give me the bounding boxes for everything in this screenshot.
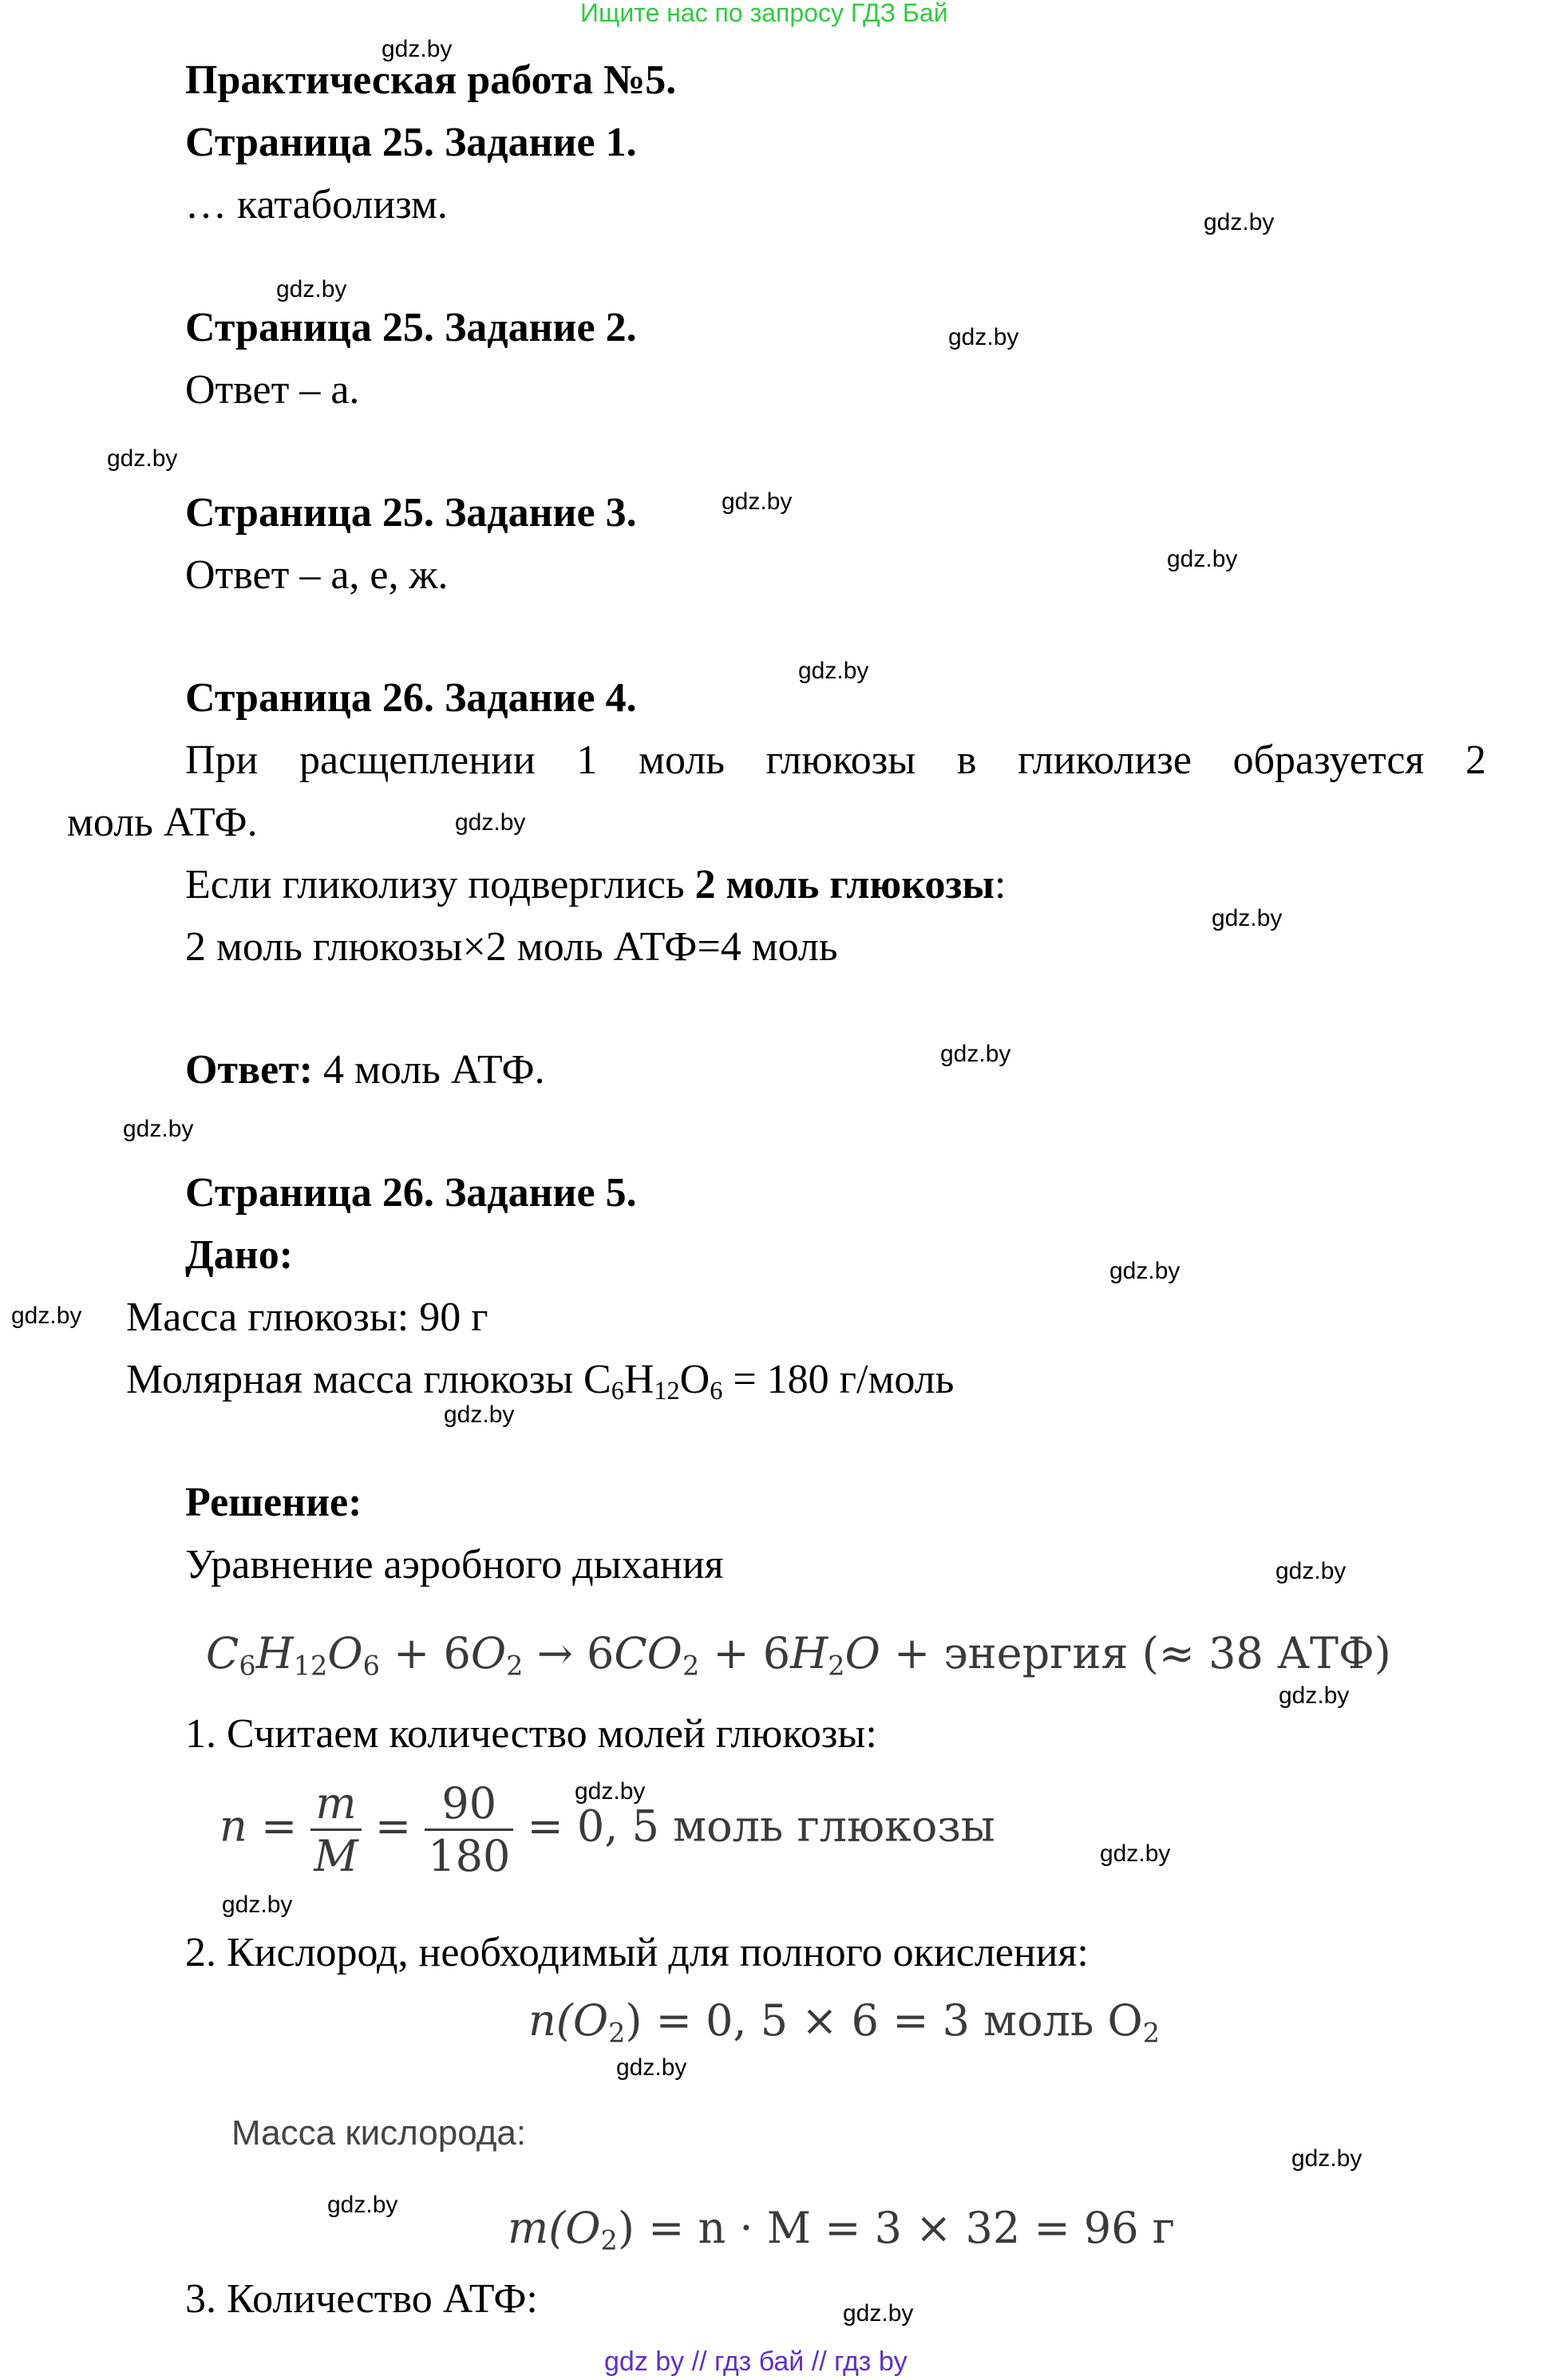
f1-result: = 0, 5 моль глюкозы [513, 1801, 995, 1852]
molar-sub2: 12 [654, 1376, 680, 1405]
eq-s6: 6 [239, 1650, 256, 1682]
watermark: gdz.by [276, 276, 347, 302]
molar-sub3: 6 [710, 1376, 723, 1405]
watermark: gdz.by [575, 1778, 646, 1805]
watermark: gdz.by [722, 488, 793, 515]
watermark: gdz.by [940, 1041, 1011, 1067]
eq-h: H [255, 1628, 294, 1678]
task2-heading: Страница 25. Задание 2. [185, 305, 637, 350]
f1-den: 180 [428, 1831, 511, 1881]
task3-answer: Ответ – а, е, ж. [185, 552, 449, 598]
task4-paragraph-line2: моль АТФ. [67, 800, 258, 845]
f3-sub: 2 [600, 2224, 618, 2256]
oxygen-mass-caption: Масса кислорода: [231, 2113, 527, 2153]
watermark: gdz.by [798, 658, 869, 684]
task5-molar-mass-line [126, 1357, 954, 1405]
task1-answer: … катаболизм. [185, 182, 448, 227]
eq-s12: 12 [293, 1650, 328, 1682]
f1-fraction-mM [310, 1778, 361, 1881]
watermark: gdz.by [1167, 546, 1238, 572]
eq-o: O [327, 1628, 363, 1678]
watermark: gdz.by [444, 1402, 515, 1428]
watermark: gdz.by [222, 1892, 293, 1918]
eq-s2: 2 [506, 1650, 524, 1682]
eq-s2b: 2 [682, 1650, 700, 1682]
molar-prefix: Молярная масса глюкозы C [126, 1357, 611, 1402]
watermark: gdz.by [107, 445, 178, 472]
step3-text: 3. Количество АТФ: [185, 2276, 538, 2322]
task4-answer [185, 1047, 545, 1093]
document-title: Практическая работа №5. [185, 57, 677, 103]
task4-condition [185, 862, 1006, 907]
equation-caption: Уравнение аэробного дыхания [185, 1542, 724, 1587]
eq-s6b: 6 [362, 1650, 380, 1682]
molar-h: H [623, 1357, 654, 1402]
watermark: gdz.by [616, 2054, 687, 2081]
f1-m: m [310, 1778, 361, 1831]
eq-o2: O [470, 1628, 507, 1678]
top-banner[interactable]: Ищите нас по запросу ГДЗ Бай [580, 0, 948, 27]
eq-s2c: 2 [828, 1650, 845, 1682]
task4-condition-bold: 2 моль глюкозы [694, 862, 995, 907]
f1-eq: = [247, 1801, 311, 1852]
task4-condition-colon: : [995, 862, 1006, 907]
step1-text: 1. Считаем количество молей глюкозы: [185, 1711, 877, 1757]
f2-lhs: n(O [528, 1995, 609, 2046]
task2-answer: Ответ – а. [185, 367, 360, 413]
task4-answer-value: 4 моль АТФ. [313, 1047, 545, 1093]
watermark: gdz.by [948, 324, 1019, 350]
task5-solution-label: Решение: [185, 1480, 362, 1525]
f1-fraction-values [425, 1778, 513, 1881]
eq-h2o-h: H [790, 1628, 828, 1678]
watermark: gdz.by [11, 1303, 82, 1329]
watermark: gdz.by [1212, 905, 1283, 931]
f1-num: 90 [425, 1778, 513, 1831]
watermark: gdz.by [1279, 1682, 1350, 1709]
task1-heading: Страница 25. Задание 1. [185, 120, 637, 165]
task3-heading: Страница 25. Задание 3. [185, 490, 637, 536]
eq-energy: + энергия (≈ 38 АТФ) [880, 1628, 1391, 1678]
f2-sub2: 2 [1142, 2017, 1161, 2049]
molar-o: O [679, 1357, 710, 1402]
molar-suffix: = 180 г/моль [722, 1357, 955, 1402]
f2-rhs: ) = 0, 5 × 6 = 3 моль O [625, 1995, 1143, 2046]
f2-sub: 2 [608, 2017, 626, 2049]
task5-mass-line: Масса глюкозы: 90 г [126, 1295, 488, 1340]
watermark: gdz.by [1204, 209, 1275, 235]
task4-heading: Страница 26. Задание 4. [185, 675, 637, 721]
task4-calculation: 2 моль глюкозы×2 моль АТФ=4 моль [185, 924, 838, 970]
eq-c: C [206, 1628, 239, 1678]
task5-heading: Страница 26. Задание 5. [185, 1170, 637, 1216]
oxygen-moles-formula [528, 1995, 1160, 2048]
f3-rhs: ) = n · M = 3 × 32 = 96 г [617, 2203, 1176, 2253]
oxygen-mass-formula [508, 2203, 1175, 2255]
task4-condition-text: Если гликолизу подверглись [185, 862, 695, 907]
molar-sub1: 6 [611, 1376, 624, 1405]
eq-co2: CO [614, 1628, 682, 1678]
f1-eq2: = [361, 1801, 425, 1852]
eq-arrow: → 6 [523, 1628, 615, 1678]
task4-paragraph-line1: При расщеплении 1 моль глюкозы в гликолизе образуется 2 [185, 737, 1486, 783]
f1-n: n [219, 1801, 247, 1852]
step2-text: 2. Кислород, необходимый для полного окисления: [185, 1930, 1089, 1975]
task4-answer-label: Ответ: [185, 1047, 314, 1093]
f3-lhs: m(O [508, 2203, 601, 2253]
eq-rest2: + 6 [699, 1628, 791, 1678]
eq-rest1: + 6 [379, 1628, 471, 1678]
watermark: gdz.by [843, 2300, 914, 2327]
f1-M: M [314, 1831, 358, 1881]
watermark: gdz.by [1291, 2145, 1362, 2172]
aerobic-equation [206, 1628, 1391, 1681]
eq-h2o-o: O [844, 1628, 880, 1678]
task5-given-label: Дано: [185, 1232, 294, 1278]
watermark: gdz.by [455, 809, 526, 836]
watermark: gdz.by [1109, 1258, 1180, 1284]
watermark: gdz.by [123, 1116, 194, 1142]
watermark: gdz.by [1100, 1840, 1171, 1867]
footer-links[interactable]: gdz by // гдз бай // гдз by [604, 2346, 908, 2377]
watermark: gdz.by [382, 36, 453, 62]
watermark: gdz.by [1275, 1558, 1346, 1584]
watermark: gdz.by [327, 2192, 398, 2218]
